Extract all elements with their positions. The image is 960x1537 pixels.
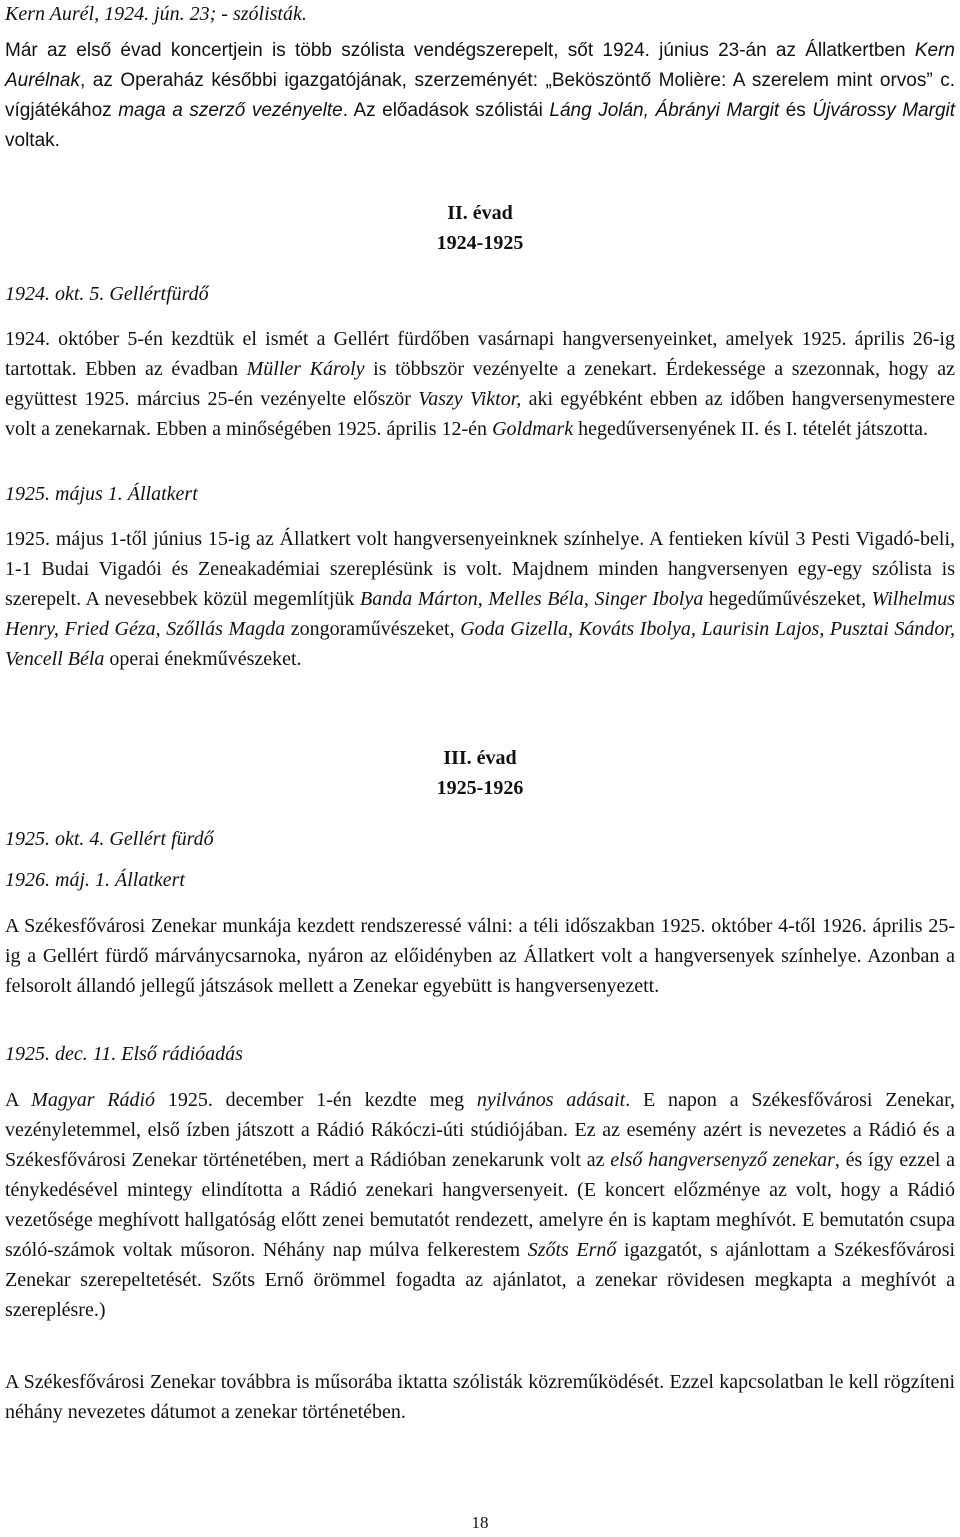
paragraph-gellert: 1924. október 5-én kezdtük el ismét a Gellért fürdőben vasárnapi hangversenyeinket, amelyek 1925. április 26-ig tartottak. Ebben az évadban Müller Károly is többször vezényelte a zenekart. Érdekessége a szezonnak, hogy az együttest 1925. március 25-én vezényelte először Vaszy Viktor, aki egyébként ebben az időben hangversenymestere volt a zenekarnak. Ebben a minőségében 1925. április 12-én Goldmark hegedűversenyének II. és I. tételét játszotta. [5,328,956,440]
section-heading: Kern Aurél, 1924. jún. 23; - szólisták. [5,3,307,25]
paragraph-kern-aurel: Már az első évad koncertjein is több szólista vendégszerepelt, sőt 1924. június 23-án az Állatkertben Kern Aurélnak, az Operaház későbbi igazgatójának, szerzeményét: „Beköszöntő Molière: A szerelem mint orvos” c. vígjátékához maga a szerző vezényelte. Az előadások szólistái Láng Jolán, Ábrányi Margit és Újvárossy Margit voltak. [5,40,956,151]
season-title: II. évad [447,202,513,224]
paragraph-allatkert: 1925. május 1-től június 15-ig az Állatkert volt hangversenyeinknek színhelye. A fentieken kívül 3 Pesti Vigadó-beli, 1-1 Budai Vigadói és Zeneakadémiai szereplésünk is volt. Majdnem minden hangversenyen egy-egy szólista is szerepelt. A nevesebbek közül megemlítjük Banda Márton, Melles Béla, Singer Ibolya hegedűművészeket, Wilhelmus Henry, Fried Géza, Szőllás Magda zongoraművészeket, Goda Gizella, Kováts Ibolya, Laurisin Lajos, Pusztai Sándor, Vencell Béla operai énekművészeket. [5,528,955,670]
paragraph-season-three: A Székesfővárosi Zenekar munkája kezdett rendszeressé válni: a téli időszakban 1925. október 4-től 1926. április 25-ig a Gellért fürdő márványcsarnoka, nyáron az előidényben az Állatkert volt a hangversenyek színhelye. Azonban a felsorolt állandó jellegű játszások mellett a Zenekar egyebütt is hangversenyezett. [5,915,955,997]
section-heading: 1925. május 1. Állatkert [5,483,198,505]
season-title: III. évad [443,747,517,769]
paragraph-soloists: A Székesfővárosi Zenekar továbbra is műsorába iktatta szólisták közreműködését. Ezzel kapcsolatban le kell rögzíteni néhány nevezetes dátumot a zenekar történetében. [5,1371,955,1423]
section-heading: 1926. máj. 1. Állatkert [5,869,185,891]
section-heading: 1925. dec. 11. Első rádióadás [5,1043,243,1065]
section-heading: 1924. okt. 5. Gellértfürdő [5,283,209,305]
section-heading: 1925. okt. 4. Gellért fürdő [5,828,214,850]
season-years: 1925-1926 [436,777,524,799]
page-number: 18 [471,1513,489,1532]
paragraph-radio: A Magyar Rádió 1925. december 1-én kezdte meg nyilvános adásait. E napon a Székesfővárosi Zenekar, vezényletemmel, első ízben játszott a Rádió Rákóczi-úti stúdiójában. Ez az esemény azért is nevezetes a Rádió és a Székesfővárosi Zenekar történetében, mert a Rádióban zenekarunk volt az első hangversenyző zenekar, és így ezzel a ténykedésével mintegy elindította a Rádió zenekari hangversenyeit. (E koncert előzménye az volt, hogy a Rádió vezetősége meghívott hallgatóság előtt zenei bemutatót rendezett, amelyre én is kaptam meghívót. E bemutatón csupa szóló-számok voltak műsoron. Néhány nap múlva felkerestem Szőts Ernő igazgatót, s ajánlottam a Székesfővárosi Zenekar szerepeltetését. Szőts Ernő örömmel fogadta az ajánlatot, a zenekar rövidesen megkapta a meghívót a szereplésre.) [5,1089,956,1321]
season-years: 1924-1925 [436,232,524,254]
